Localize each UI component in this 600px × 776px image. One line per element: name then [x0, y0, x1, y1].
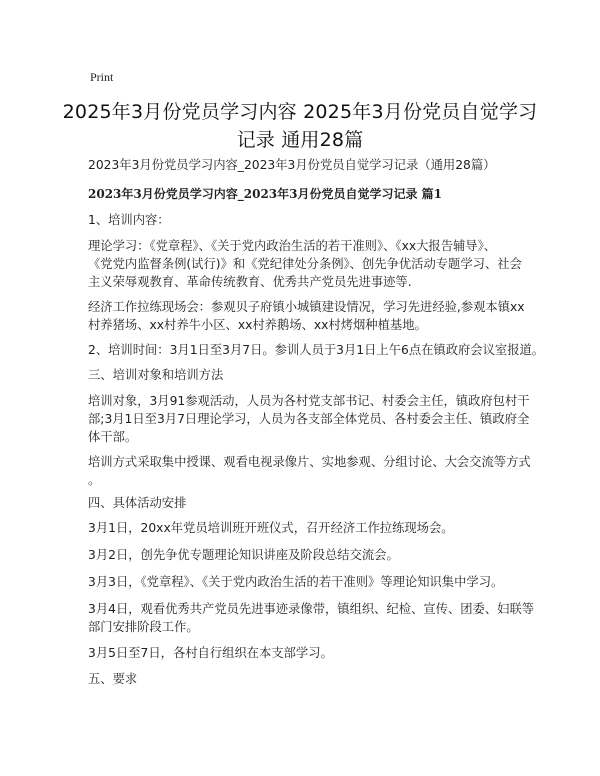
text-line: 培训对象，3月91参观活动，人员为各村党支部书记、村委会主任，镇政府包村干 — [88, 394, 530, 408]
schedule-day-1: 3月1日，20xx年党员培训班开班仪式，召开经济工作拉练现场会。 — [88, 521, 454, 535]
text-line: 村养猪场、xx村养牛小区、xx村养鹅场、xx村烤烟种植基地。 — [88, 318, 427, 332]
heading-requirements: 五、要求 — [88, 672, 138, 686]
schedule-day-3: 3月3日，《党章程》、《关于党内政治生活的若干准则》等理论知识集中学习。 — [88, 575, 504, 589]
print-label[interactable]: Print — [90, 70, 114, 84]
page-title — [60, 98, 540, 154]
heading-targets-methods: 三、培训对象和培训方法 — [88, 368, 224, 382]
paragraph-training-time: 2、培训时间：3月1日至3月7日。参训人员于3月1日上午6点在镇政府会议室报道。 — [88, 343, 545, 357]
document-subtitle: 2023年3月份党员学习内容_2023年3月份党员自觉学习记录（通用28篇） — [88, 158, 496, 172]
title-line-1: 2025年3月份党员学习内容 2025年3月份党员自觉学习 — [62, 101, 538, 123]
schedule-day-5-7: 3月5日至7日，各村自行组织在本支部学习。 — [88, 646, 333, 660]
text-line: 部门安排阶段工作。 — [88, 620, 199, 634]
schedule-day-2: 3月2日，创先争优专题理论知识讲座及阶段总结交流会。 — [88, 548, 399, 562]
section-heading: 2023年3月份党员学习内容_2023年3月份党员自觉学习记录 篇1 — [88, 187, 443, 201]
text-line: 培训方式采取集中授课、观看电视录像片、实地参观、分组讨论、大会交流等方式 — [88, 455, 531, 469]
text-line: 。 — [88, 473, 101, 487]
text-line: 体干部。 — [88, 430, 138, 444]
text-line: 3月4日，观看优秀共产党员先进事迹录像带，镇组织、纪检、宣传、团委、妇联等 — [88, 602, 535, 616]
title-line-2: 记录 通用28篇 — [236, 129, 364, 151]
text-line: 经济工作拉练现场会：参观贝子府镇小城镇建设情况，学习先进经验,参观本镇xx — [88, 300, 525, 314]
text-line: 部;3月1日至3月7日理论学习，人员为各支部全体党员、各村委会主任、镇政府全 — [88, 412, 530, 426]
text-line: 主义荣辱观教育、革命传统教育、优秀共产党员先进事迹等. — [88, 275, 412, 289]
paragraph-training-content: 1、培训内容： — [88, 213, 170, 227]
text-line: 理论学习：《党章程》、《关于党内政治生活的若干准则》、《xx大报告辅导》、 — [88, 239, 497, 253]
text-line: 《党党内监督条例(试行)》和《党纪律处分条例》、创先争优活动专题学习、社会 — [88, 257, 522, 271]
heading-activity-schedule: 四、具体活动安排 — [88, 496, 187, 510]
